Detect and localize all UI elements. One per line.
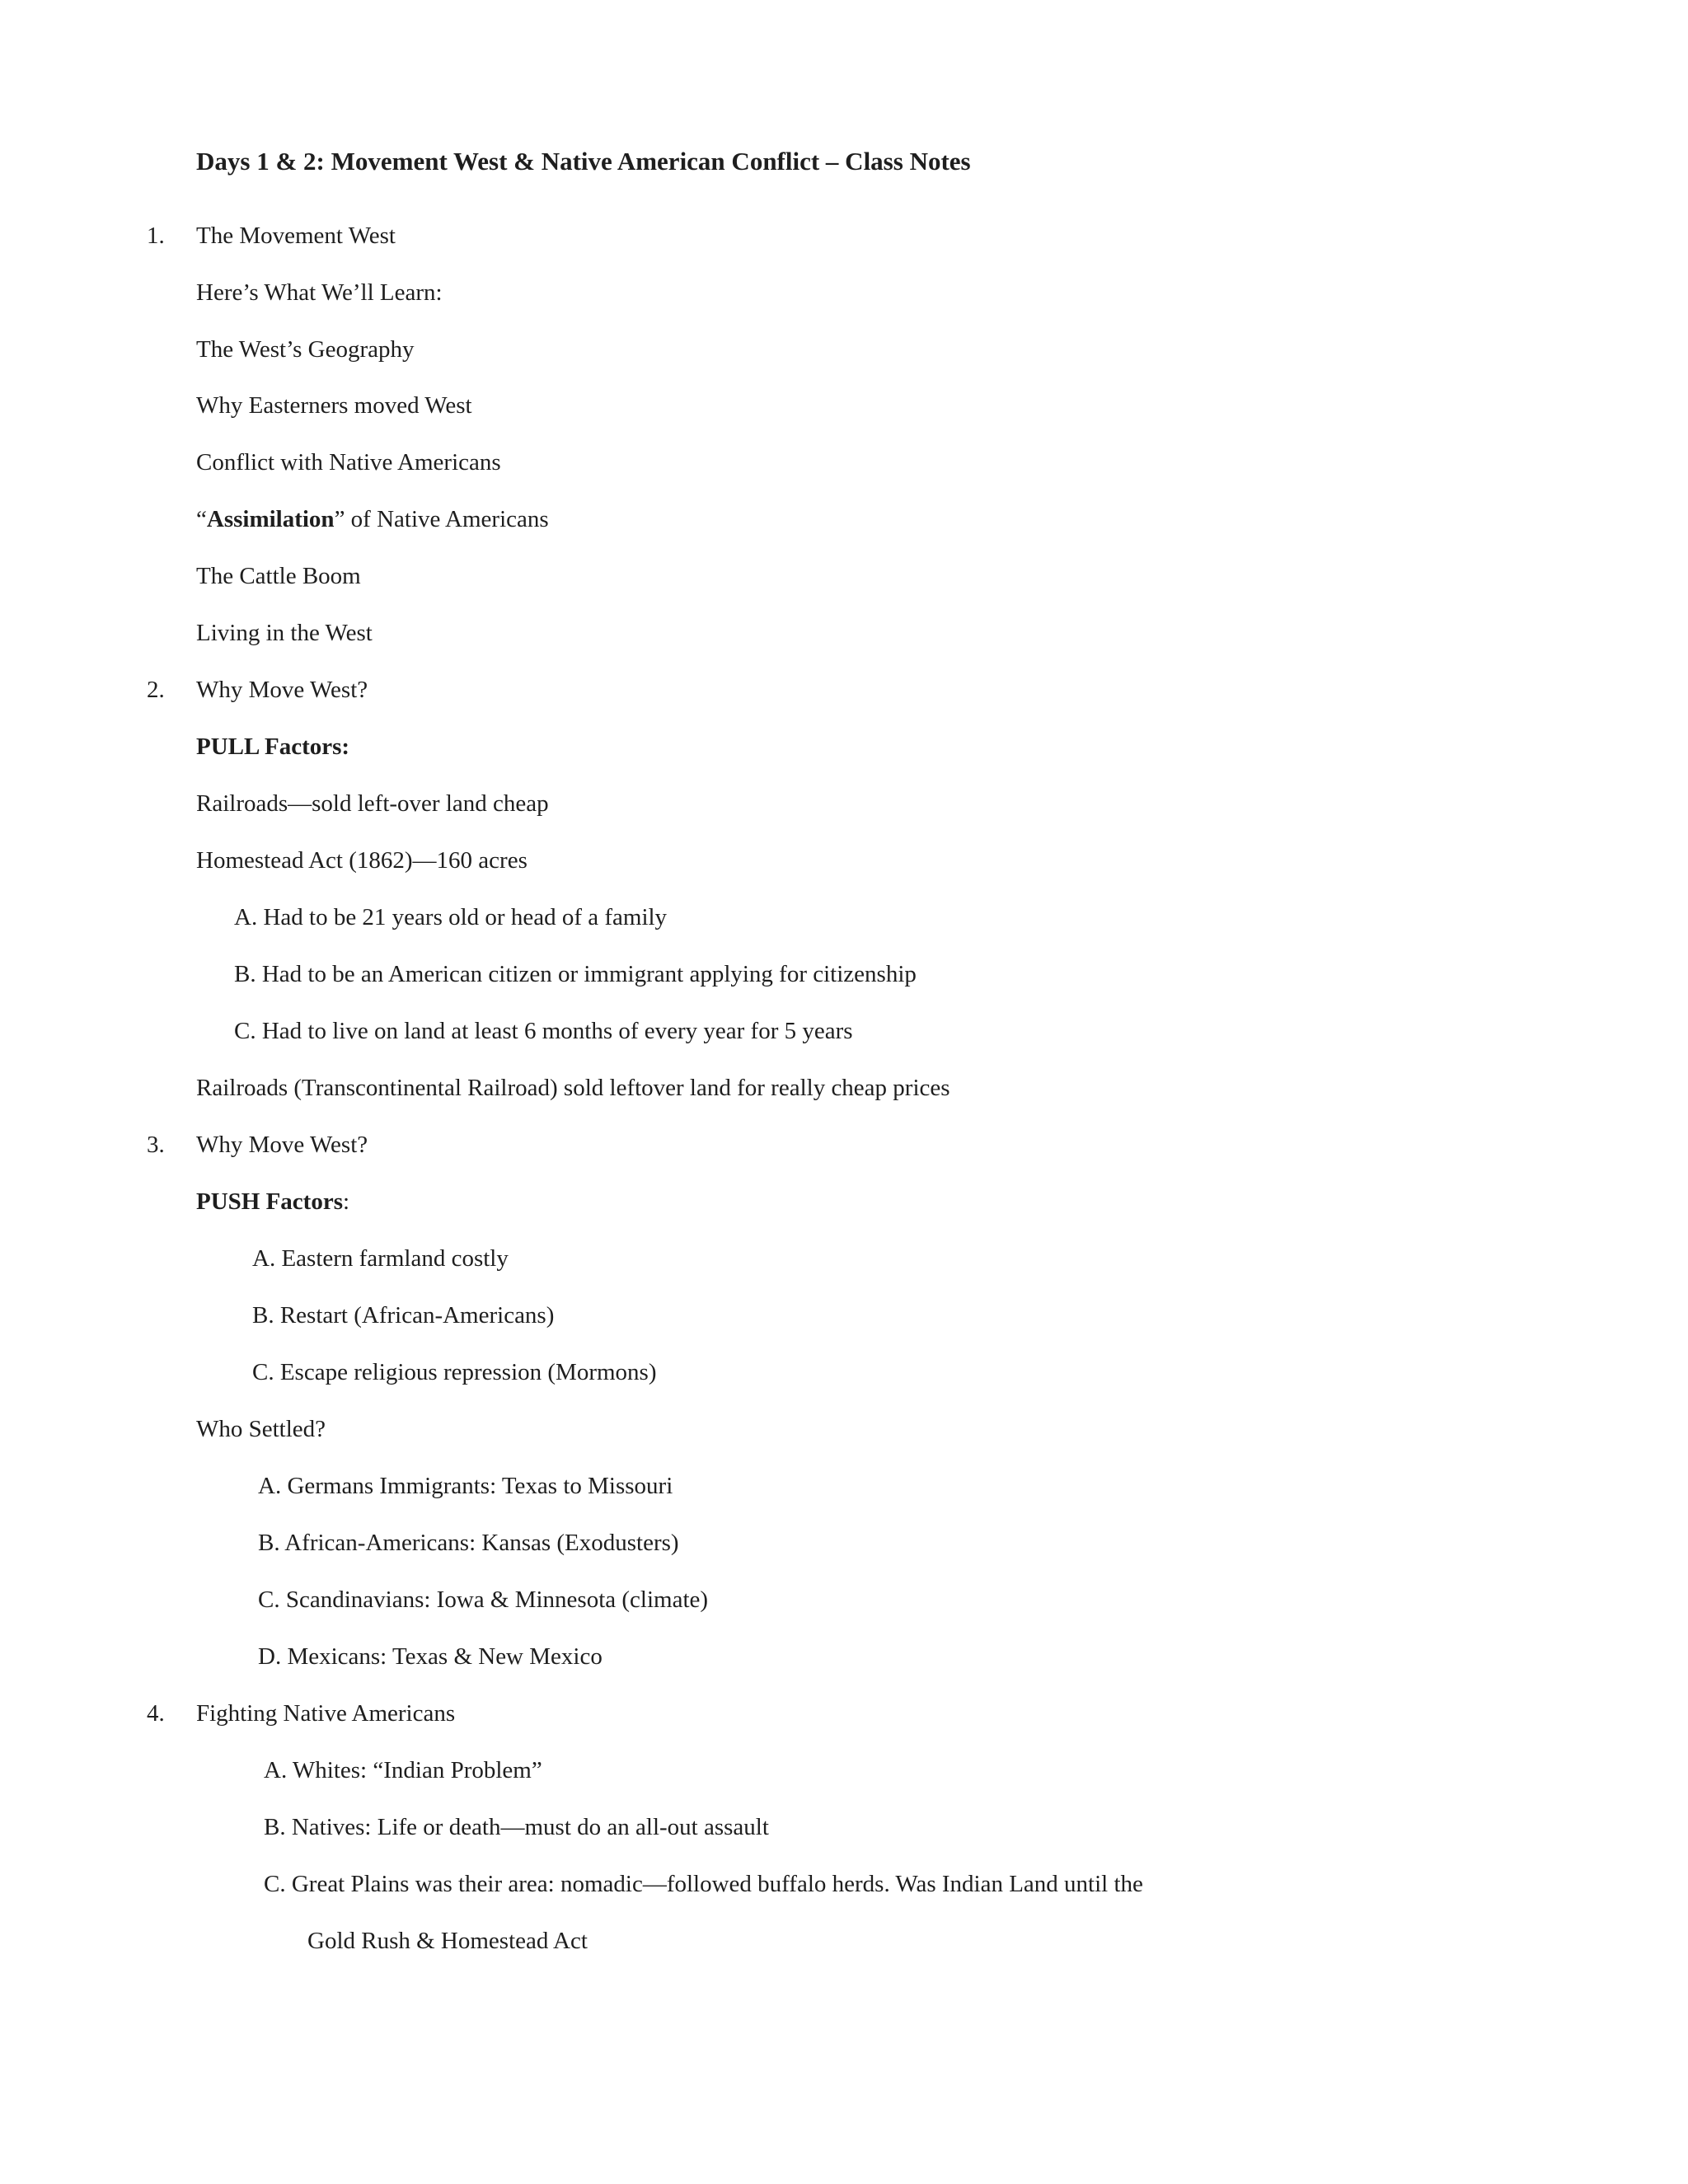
section-1-line: Conflict with Native Americans (196, 449, 501, 476)
section-1-number: 1. (147, 223, 165, 249)
section-1-assimilation-line (196, 504, 549, 534)
settler-item: A. Germans Immigrants: Texas to Missouri (258, 1473, 673, 1499)
push-factors-colon: : (343, 1188, 350, 1215)
conflict-item: A. Whites: “Indian Problem” (264, 1757, 542, 1783)
section-4-heading: Fighting Native Americans (196, 1700, 456, 1727)
homestead-item: B. Had to be an American citizen or immigrant applying for citizenship (234, 961, 917, 987)
conflict-item: C. Great Plains was their area: nomadic—followed buffalo herds. Was Indian Land until the (264, 1871, 1143, 1897)
section-1-line: Here’s What We’ll Learn: (196, 279, 443, 306)
section-2-line: Railroads—sold left-over land cheap (196, 790, 549, 817)
section-1-line: Why Easterners moved West (196, 392, 472, 419)
section-1-line: The Cattle Boom (196, 563, 361, 589)
push-factors-label: PUSH Factors (196, 1188, 343, 1215)
open-quote: “ (196, 506, 207, 532)
push-item: B. Restart (African-Americans) (252, 1302, 555, 1329)
section-2-closing: Railroads (Transcontinental Railroad) sold leftover land for really cheap prices (196, 1075, 950, 1101)
conflict-item: B. Natives: Life or death—must do an all-out assault (264, 1814, 769, 1840)
section-3-heading: Why Move West? (196, 1132, 368, 1158)
page-title: Days 1 & 2: Movement West & Native American Conflict – Class Notes (196, 147, 971, 176)
settler-item: B. African-Americans: Kansas (Exodusters) (258, 1530, 679, 1556)
section-2-line: Homestead Act (1862)—160 acres (196, 847, 528, 874)
push-item: A. Eastern farmland costly (252, 1245, 509, 1272)
homestead-item: A. Had to be 21 years old or head of a family (234, 904, 668, 930)
conflict-item-continuation: Gold Rush & Homestead Act (307, 1928, 588, 1954)
section-2-number: 2. (147, 677, 165, 703)
assimilation-term: Assimilation (206, 506, 335, 532)
homestead-item: C. Had to live on land at least 6 months of every year for 5 years (234, 1018, 853, 1044)
section-1-line: The West’s Geography (196, 336, 415, 363)
section-1-line: Living in the West (196, 620, 373, 646)
section-3-number: 3. (147, 1132, 165, 1158)
settler-item: C. Scandinavians: Iowa & Minnesota (climate) (258, 1586, 709, 1613)
pull-factors-heading: PULL Factors: (196, 733, 350, 760)
push-factors-heading (196, 1187, 349, 1216)
who-settled-heading: Who Settled? (196, 1416, 326, 1442)
push-item: C. Escape religious repression (Mormons) (252, 1359, 657, 1385)
section-4-number: 4. (147, 1700, 165, 1727)
assimilation-rest: ” of Native Americans (334, 506, 549, 532)
settler-item: D. Mexicans: Texas & New Mexico (258, 1643, 603, 1670)
section-1-heading: The Movement West (196, 223, 396, 249)
section-2-heading: Why Move West? (196, 677, 368, 703)
